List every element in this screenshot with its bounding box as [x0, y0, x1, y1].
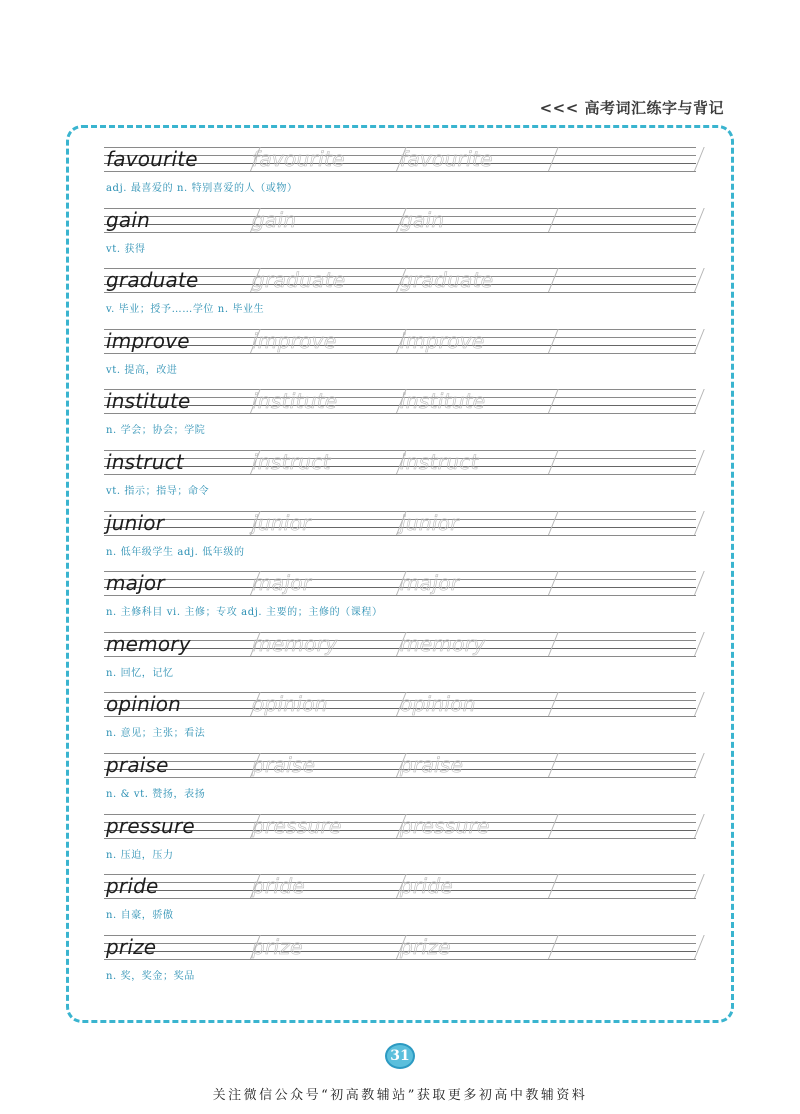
vocab-meaning: n. & vt. 赞扬，表扬	[106, 789, 206, 800]
practice-cell-divider	[548, 329, 559, 353]
tracing-word: opinion	[400, 692, 476, 717]
tracing-word: junior	[400, 510, 459, 535]
tracing-word: opinion	[252, 692, 328, 717]
vocab-entry	[104, 632, 696, 693]
practice-cell-divider	[548, 692, 559, 716]
vocab-entry	[104, 389, 696, 450]
vocab-meaning: n. 压迫，压力	[106, 849, 174, 861]
tracing-word: pressure	[252, 813, 342, 838]
vocab-meaning: v. 毕业；授予……学位 n. 毕业生	[106, 304, 265, 316]
writing-guide-line	[104, 232, 696, 233]
page-number-badge: 31	[385, 1043, 415, 1069]
vocab-meaning: adj. 最喜爱的 n. 特别喜爱的人（或物）	[106, 183, 298, 194]
vocab-entry	[104, 450, 696, 511]
vocab-word: major	[106, 571, 165, 596]
vocab-word: prize	[106, 934, 157, 959]
vocab-word: favourite	[106, 147, 198, 171]
practice-cell-divider	[548, 571, 559, 595]
writing-guide-line	[104, 353, 696, 354]
vocab-word: graduate	[106, 268, 199, 293]
vocab-meaning: n. 学会；协会；学院	[106, 425, 206, 437]
tracing-word: favourite	[252, 147, 345, 171]
writing-guide-line	[104, 595, 696, 596]
writing-guide-line	[104, 413, 696, 414]
writing-guide-line	[104, 474, 696, 475]
tracing-word: improve	[400, 328, 485, 353]
vocab-entry	[104, 692, 696, 753]
tracing-word: favourite	[400, 147, 493, 171]
practice-cell-divider	[548, 814, 559, 838]
writing-guide-line	[104, 959, 696, 960]
vocab-word: pride	[106, 874, 159, 899]
vocab-word: improve	[106, 328, 190, 353]
tracing-word: praise	[400, 753, 464, 777]
practice-cell-divider	[548, 511, 559, 535]
vocab-meaning: n. 低年级学生 adj. 低年级的	[106, 546, 245, 558]
writing-guide-line	[104, 656, 696, 657]
tracing-word: junior	[252, 510, 311, 535]
practice-cell-divider	[548, 147, 559, 171]
tracing-word: major	[400, 571, 460, 596]
vocab-meaning: n. 奖，奖金；奖品	[106, 970, 195, 982]
vocab-entry	[104, 814, 696, 875]
tracing-word: pride	[400, 874, 453, 899]
vocab-meaning: vt. 提高，改进	[106, 364, 178, 376]
tracing-word: graduate	[252, 268, 346, 293]
tracing-word: pressure	[400, 813, 490, 838]
practice-cell-divider	[548, 874, 559, 898]
vocab-meaning: n. 意见；主张；看法	[106, 728, 206, 740]
vocab-word: memory	[106, 631, 191, 656]
vocab-meaning: vt. 获得	[106, 243, 146, 255]
tracing-word: improve	[252, 328, 337, 353]
writing-guide-line	[104, 716, 696, 717]
tracing-word: prize	[400, 934, 451, 959]
tracing-word: gain	[252, 207, 297, 232]
vocab-word: praise	[106, 753, 169, 777]
vocab-meaning: n. 自豪，骄傲	[106, 910, 174, 922]
writing-guide-line	[104, 898, 696, 899]
vocab-word: gain	[106, 207, 150, 232]
tracing-word: institute	[400, 389, 486, 414]
tracing-word: prize	[252, 934, 303, 959]
vocab-entry	[104, 268, 696, 329]
vocab-entry	[104, 511, 696, 572]
vocab-entry	[104, 874, 696, 935]
vocab-word: institute	[106, 389, 191, 414]
writing-guide-line	[104, 171, 696, 172]
tracing-word: gain	[400, 207, 445, 232]
tracing-word: memory	[400, 631, 486, 656]
tracing-word: praise	[252, 753, 316, 777]
practice-cell-divider	[548, 450, 559, 474]
tracing-word: major	[252, 571, 312, 596]
tracing-word: institute	[252, 389, 338, 414]
vocab-entry	[104, 935, 696, 996]
vocab-word: opinion	[106, 692, 182, 717]
vocab-entry	[104, 571, 696, 632]
vocab-word: junior	[106, 510, 165, 535]
practice-cell-divider	[548, 389, 559, 413]
vocab-word: pressure	[106, 813, 195, 838]
tracing-word: pride	[252, 874, 305, 899]
vocab-meaning: n. 主修科目 vi. 主修；专攻 adj. 主要的；主修的（课程）	[106, 607, 383, 619]
writing-guide-line	[104, 292, 696, 293]
vocab-entry	[104, 147, 696, 208]
tracing-word: graduate	[400, 268, 494, 293]
vocab-entry	[104, 329, 696, 390]
vocab-word: instruct	[106, 450, 184, 474]
practice-cell-divider	[548, 632, 559, 656]
vocab-entry	[104, 208, 696, 269]
vocab-entry	[104, 753, 696, 814]
tracing-word: instruct	[400, 450, 479, 474]
writing-guide-line	[104, 838, 696, 839]
practice-cell-divider	[548, 753, 559, 777]
practice-cell-divider	[548, 268, 559, 292]
vocab-meaning: n. 回忆，记忆	[106, 667, 174, 679]
footer-note: 关注微信公众号“初高教辅站”获取更多初高中教辅资料	[212, 1088, 588, 1103]
tracing-word: instruct	[252, 450, 331, 474]
writing-guide-line	[104, 777, 696, 778]
page-header-title: <<< 高考词汇练字与背记	[539, 99, 724, 117]
vocab-meaning: vt. 指示；指导；命令	[106, 486, 210, 497]
practice-cell-divider	[548, 208, 559, 232]
tracing-word: memory	[252, 631, 338, 656]
practice-cell-divider	[548, 935, 559, 959]
writing-guide-line	[104, 535, 696, 536]
